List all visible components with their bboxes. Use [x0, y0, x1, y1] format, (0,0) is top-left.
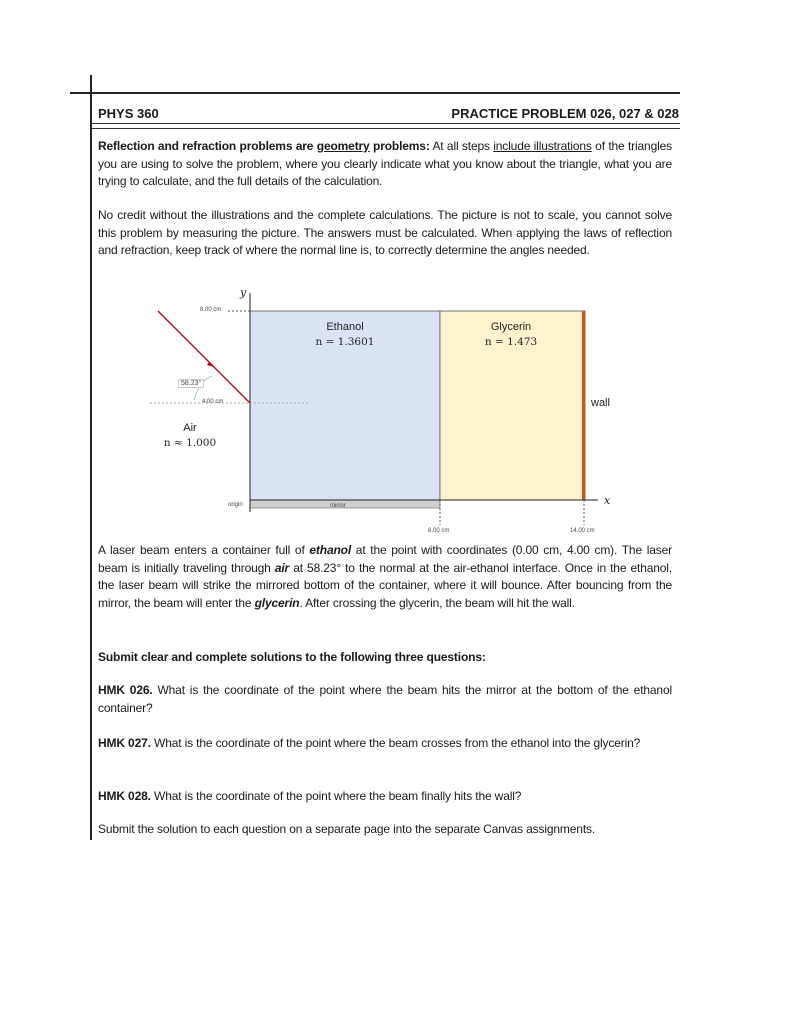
submit-heading: Submit clear and complete solutions to the following three questions: [98, 650, 486, 664]
problem-text-2: at the point with coordinates (0.00 cm, 4.00 cm). The laser beam is initially traveling through [98, 543, 672, 575]
glycerin-index: n = 1.473 [484, 336, 538, 348]
intro-bold: Reflection and refraction problems are [98, 139, 317, 153]
footer-note: Submit the solution to each question on a separate page into the separate Canvas assignments. [98, 822, 596, 836]
laser-beam [158, 311, 250, 403]
air-index: n ≈ 1.000 [163, 437, 217, 449]
glycerin-label: Glycerin [490, 321, 532, 333]
question-026 [98, 682, 672, 717]
page-title: PRACTICE PROBLEM 026, 027 & 028 [451, 106, 679, 121]
header-rule [70, 92, 680, 94]
diagram [0, 280, 791, 540]
mirror-label: mirror [330, 503, 346, 509]
question-id: HMK 028. [98, 789, 151, 803]
course-label: PHYS 360 [98, 106, 159, 121]
question-text: What is the coordinate of the point where the beam crosses from the ethanol into the glycerin? [150, 736, 641, 750]
problem-text-4: . After crossing the glycerin, the beam will hit the wall. [299, 595, 575, 610]
problem-air: air [274, 560, 290, 575]
angle-label: 58.23° [178, 379, 204, 388]
x-mid-label: 8.00 cm [428, 528, 450, 534]
problem-text-1: A laser beam enters a container full of [98, 543, 310, 557]
question-id: HMK 026. [98, 683, 153, 697]
question-028 [98, 788, 672, 806]
air-label: Air [183, 422, 197, 434]
question-027 [98, 735, 672, 753]
wall-label: wall [591, 397, 610, 409]
y-axis-label: y [240, 286, 247, 299]
question-text: What is the coordinate of the point where the beam finally hits the wall? [150, 789, 522, 803]
ethanol-label: Ethanol [326, 321, 364, 333]
origin-label: origin [228, 502, 243, 508]
problem-paragraph [98, 542, 672, 612]
intro-bold-end: problems: [369, 139, 430, 153]
credit-paragraph: No credit without the illustrations and the complete calculations. The picture is not to scale, you cannot solve this problem by measuring the picture. The answers must be calculated. When applying the laws of reflection and refraction, keep track of where the normal line is, to correctly determine the angles needed. [98, 208, 672, 257]
intro-text-end: of the triangles you are using to solve the problem, where you clearly indicate what you know about the triangle, what you are trying to calculate, and the full details of the calculation. [98, 139, 672, 188]
wall [582, 311, 585, 500]
y-top-label: 8.00 cm [200, 307, 222, 313]
header-double-rule [92, 123, 680, 129]
problem-text-3: at 58.23° to the normal at the air-ethanol interface. Once in the ethanol, the laser beam will strike the mirrored bottom of the container, where it will bounce. After bouncing from the mirror, the beam will enter the [98, 560, 672, 610]
x-axis-label: x [604, 494, 611, 507]
intro-text: At all steps [429, 139, 494, 153]
intro-underline: include illustrations [493, 139, 592, 153]
question-text: What is the coordinate of the point where the beam hits the mirror at the bottom of the ethanol container? [98, 683, 672, 715]
y-mid-label: 4.00 cm [202, 399, 224, 405]
ethanol-index: n = 1.3601 [315, 336, 375, 348]
intro-paragraph [98, 138, 672, 191]
x-end-label: 14.00 cm [570, 528, 595, 534]
intro-bold-underline: geometry [316, 139, 370, 153]
question-id: HMK 027. [98, 736, 151, 750]
problem-glycerin: glycerin [254, 595, 300, 610]
problem-ethanol: ethanol [309, 543, 352, 557]
